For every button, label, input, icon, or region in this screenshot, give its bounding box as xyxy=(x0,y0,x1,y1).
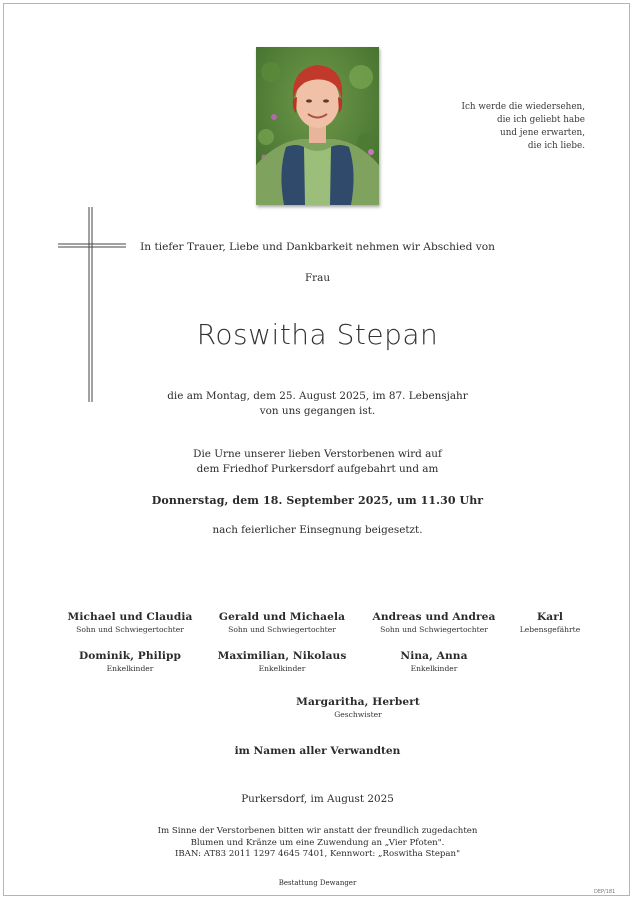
mourner-role: Sohn und Schwiegertochter xyxy=(228,625,336,634)
mourner-role: Enkelkinder xyxy=(106,664,154,673)
urn-notice-line: dem Friedhof Purkersdorf aufgebahrt und am xyxy=(196,463,439,475)
mourner-role: Geschwister xyxy=(334,710,382,719)
donation-note-line: IBAN: AT83 2011 1297 4645 7401, Kennwort: „Roswitha Stepan" xyxy=(174,849,461,859)
donation-note-line: Blumen und Kränze um eine Zuwendung an „Vier Pfoten". xyxy=(190,837,445,848)
death-notice xyxy=(0,389,635,419)
cross-icon xyxy=(58,207,126,402)
death-notice-line: von uns gegangen ist. xyxy=(259,405,376,417)
mourner-role: Enkelkinder xyxy=(410,664,458,673)
burial-note: nach feierlicher Einsegnung beigesetzt. xyxy=(212,524,423,536)
urn-notice-line: Die Urne unserer lieben Verstorbenen wird auf xyxy=(193,448,442,460)
mourner-entry xyxy=(349,650,519,673)
mourner-name: Karl xyxy=(536,611,564,623)
mourner-entry xyxy=(197,611,367,634)
mourner-name: Andreas und Andrea xyxy=(372,611,496,623)
poem-line: Ich werde die wiedersehen, xyxy=(461,102,585,112)
mourner-name: Nina, Anna xyxy=(400,650,468,662)
deceased-photo xyxy=(256,47,379,205)
funeral-home: Bestattung Dewanger xyxy=(278,879,357,887)
poem xyxy=(405,101,585,153)
mourner-name: Gerald und Michaela xyxy=(218,611,346,623)
donation-note-line: Im Sinne der Verstorbenen bitten wir anstatt der freundlich zugedachten xyxy=(157,826,478,836)
print-code: DEP/181 xyxy=(594,889,616,895)
mourner-entry xyxy=(197,650,367,673)
mourner-role: Sohn und Schwiegertochter xyxy=(380,625,488,634)
mourner-entry xyxy=(465,611,635,634)
mourner-name: Michael und Claudia xyxy=(67,611,193,623)
mourner-entry xyxy=(273,696,443,719)
poem-line: die ich liebe. xyxy=(527,141,585,151)
deceased-name: Roswitha Stepan xyxy=(196,318,439,351)
mourner-entry xyxy=(45,611,215,634)
poem-line: die ich geliebt habe xyxy=(496,115,585,125)
mourner-role: Enkelkinder xyxy=(258,664,306,673)
on-behalf-line: im Namen aller Verwandten xyxy=(234,745,401,757)
mourner-name: Margaritha, Herbert xyxy=(296,696,420,708)
place-date: Purkersdorf, im August 2025 xyxy=(241,793,394,805)
mourner-role: Sohn und Schwiegertochter xyxy=(76,625,184,634)
donation-note xyxy=(0,826,635,861)
mourner-role: Lebensgefährte xyxy=(519,625,581,634)
mourner-entry xyxy=(45,650,215,673)
intro-text: In tiefer Trauer, Liebe und Dankbarkeit nehmen wir Abschied von xyxy=(140,241,495,253)
mourner-name: Maximilian, Nikolaus xyxy=(217,650,347,662)
mourner-name: Dominik, Philipp xyxy=(78,650,182,662)
death-notice-line: die am Montag, dem 25. August 2025, im 87. Lebensjahr xyxy=(167,390,468,402)
poem-line: und jene erwarten, xyxy=(500,128,585,138)
ceremony-date: Donnerstag, dem 18. September 2025, um 11.30 Uhr xyxy=(151,494,484,507)
urn-notice xyxy=(0,447,635,477)
salutation: Frau xyxy=(304,272,331,284)
